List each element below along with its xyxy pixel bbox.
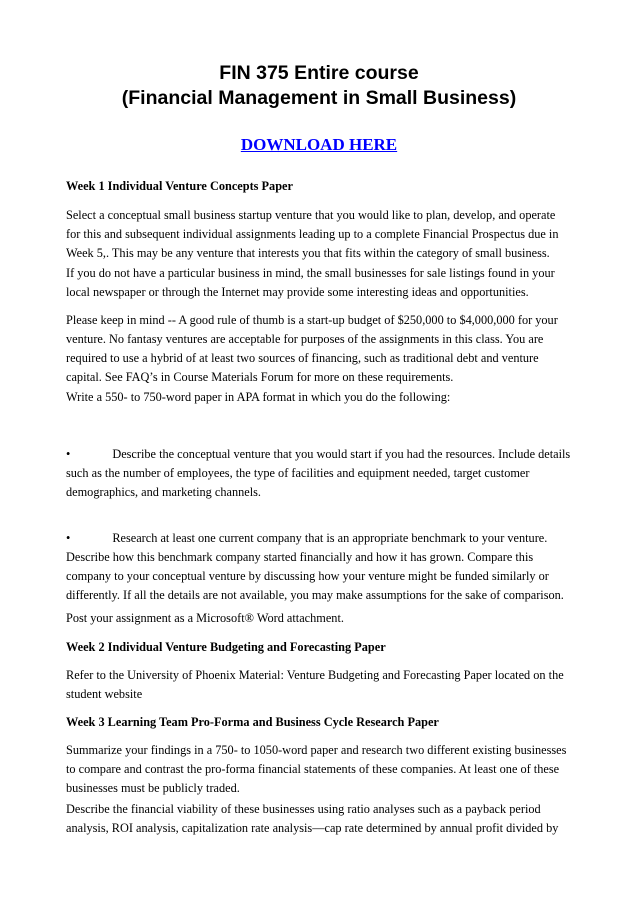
text-line: analysis, ROI analysis, capitalization rate analysis—cap rate determined by annual profit divided by [66, 821, 559, 835]
text-line: Week 5,. This may be any venture that interests you that fits within the category of small business. [66, 246, 550, 260]
week3-paragraph-2 [66, 800, 593, 838]
week1-bullet-2 [66, 529, 593, 605]
text-line: If you do not have a particular business in mind, the small businesses for sale listings found in your [66, 266, 555, 280]
text-line: Describe the financial viability of these businesses using ratio analyses such as a payback period [66, 802, 541, 816]
text-line: to compare and contrast the pro-forma financial statements of these companies. At least one of these [66, 762, 560, 776]
text-line: Describe the conceptual venture that you would start if you had the resources. Include details [112, 447, 571, 461]
week1-paragraph-2 [66, 264, 593, 302]
text-line: for this and subsequent individual assignments leading up to a complete Financial Prospectus due in [66, 227, 559, 241]
text-line: such as the number of employees, the type of facilities and equipment needed, target customer [66, 466, 530, 480]
week3-paragraph-1 [66, 741, 593, 798]
week1-post-instruction: Post your assignment as a Microsoft® Word attachment. [66, 611, 344, 625]
text-line: differently. If all the details are not available, you may make assumptions for the sake of comparison. [66, 588, 564, 602]
text-line: Describe how this benchmark company started financially and how it has grown. Compare this [66, 550, 534, 564]
text-line: Summarize your findings in a 750- to 1050-word paper and research two different existing businesses [66, 743, 567, 757]
download-link[interactable]: DOWNLOAD HERE [240, 135, 398, 154]
text-line: required to use a hybrid of at least two sources of financing, such as traditional debt and venture [66, 351, 539, 365]
week1-paragraph-4: Write a 550- to 750-word paper in APA format in which you do the following: [66, 390, 451, 404]
text-line: student website [66, 687, 143, 701]
week1-paragraph-1 [66, 206, 593, 263]
week2-heading: Week 2 Individual Venture Budgeting and Forecasting Paper [66, 640, 386, 654]
bullet-icon: • [66, 447, 71, 461]
text-line: company to your conceptual venture by discussing how your venture might be funded similarly or [66, 569, 549, 583]
text-line: venture. No fantasy ventures are acceptable for purposes of the assignments in this class. You are [66, 332, 544, 346]
document-title-line-2: (Financial Management in Small Business) [121, 87, 517, 109]
text-line: demographics, and marketing channels. [66, 485, 261, 499]
week2-paragraph-1 [66, 666, 593, 704]
text-line: Refer to the University of Phoenix Material: Venture Budgeting and Forecasting Paper located on the [66, 668, 564, 682]
document-title-line-1: FIN 375 Entire course [219, 62, 419, 84]
week1-heading: Week 1 Individual Venture Concepts Paper [66, 179, 293, 193]
week1-paragraph-3 [66, 311, 593, 387]
text-line: local newspaper or through the Internet may provide some interesting ideas and opportunities. [66, 285, 529, 299]
text-line: Research at least one current company that is an appropriate benchmark to your venture. [112, 531, 548, 545]
week1-bullet-1 [66, 445, 593, 502]
text-line: capital. See FAQ’s in Course Materials Forum for more on these requirements. [66, 370, 454, 384]
text-line: Please keep in mind -- A good rule of thumb is a start-up budget of $250,000 to $4,000,000 for your [66, 313, 558, 327]
bullet-icon: • [66, 531, 71, 545]
text-line: Select a conceptual small business startup venture that you would like to plan, develop, and operate [66, 208, 556, 222]
text-line: businesses must be publicly traded. [66, 781, 240, 795]
week3-heading: Week 3 Learning Team Pro-Forma and Business Cycle Research Paper [66, 715, 439, 729]
